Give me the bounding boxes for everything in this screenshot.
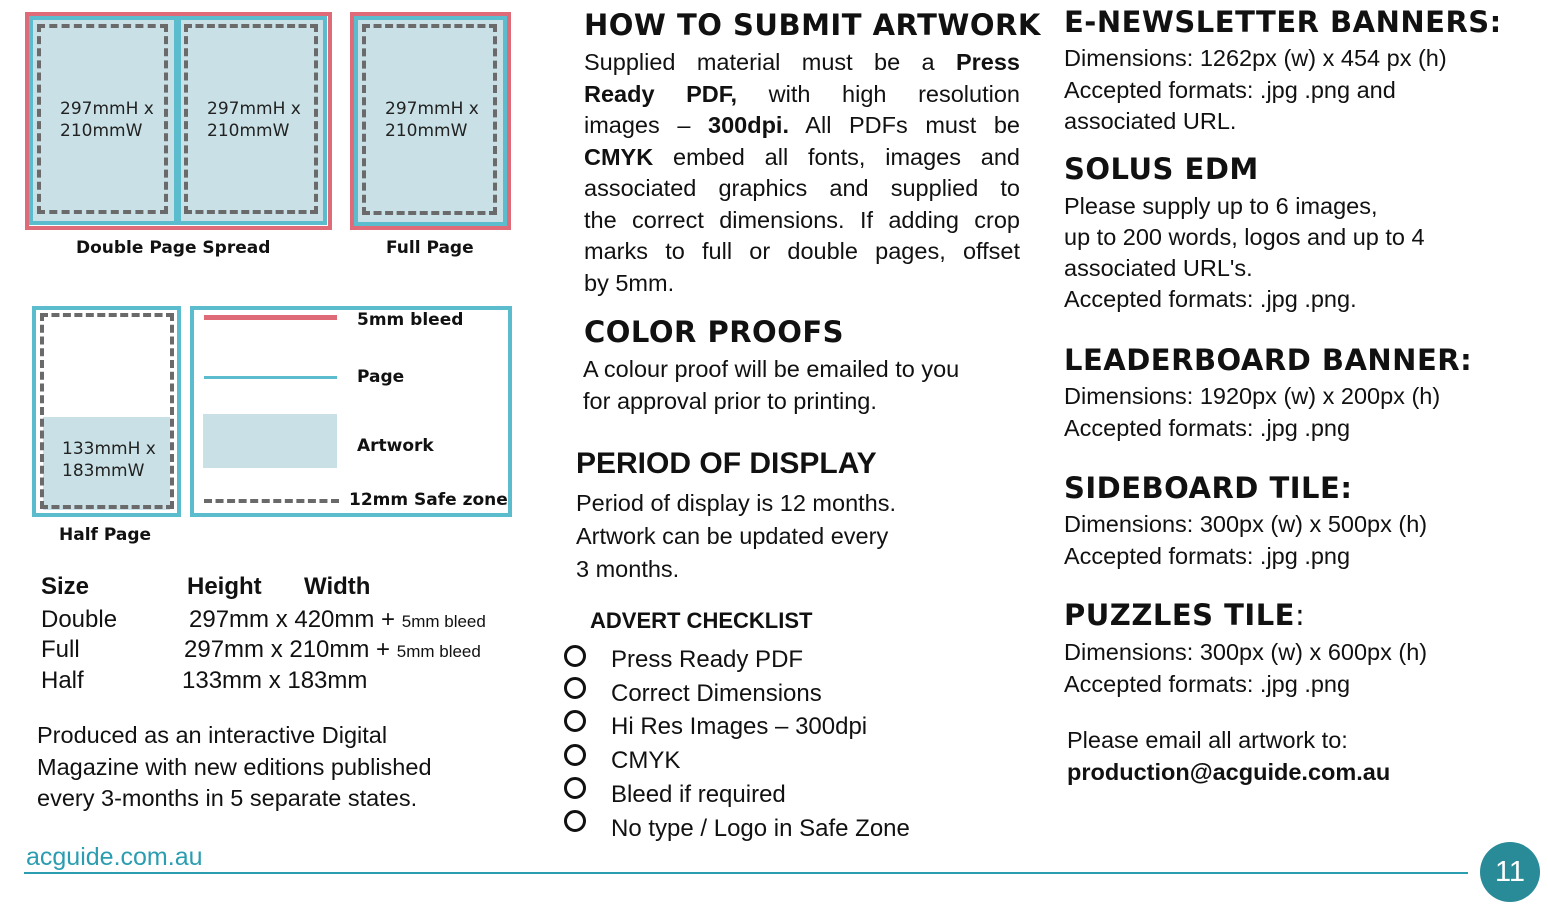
contact-email[interactable]: production@acguide.com.au <box>1067 758 1391 785</box>
size-table-header <box>41 573 89 601</box>
submit-heading: HOW TO SUBMIT ARTWORK <box>584 8 1041 42</box>
table-row-dims: 297mm x 210mm + 5mm bleed <box>184 636 481 663</box>
checkbox-circle[interactable] <box>564 744 586 766</box>
full-dim: 297mmH x 210mmW <box>385 99 479 141</box>
puzzles-paragraph: Dimensions: 300px (w) x 600px (h) Accepted formats: .jpg .png <box>1064 639 1428 697</box>
header-height: Height <box>187 573 262 600</box>
double-dim-right: 297mmH x 210mmW <box>207 99 301 141</box>
checkbox-circle[interactable] <box>564 645 586 667</box>
list-item: No type / Logo in Safe Zone <box>611 815 910 842</box>
sideboard-paragraph: Dimensions: 300px (w) x 500px (h) Accepted formats: .jpg .png <box>1064 511 1428 569</box>
proofs-heading: COLOR PROOFS <box>584 315 845 349</box>
full-caption: Full Page <box>386 238 474 258</box>
checkbox-circle[interactable] <box>564 777 586 799</box>
table-row-name: Full <box>41 636 80 663</box>
table-row-dims: 297mm x 420mm + 5mm bleed <box>189 606 486 633</box>
puzzles-heading: PUZZLES TILE: <box>1064 598 1306 632</box>
intro-paragraph: Produced as an interactive Digital Magazine with new editions published every 3-months in 5 separate states. <box>37 722 432 811</box>
legend-artwork-label: Artwork <box>357 436 434 456</box>
legend-artwork-swatch <box>203 414 337 468</box>
leaderboard-heading: LEADERBOARD BANNER: <box>1064 343 1473 377</box>
legend-frame <box>190 306 512 517</box>
list-item: CMYK <box>611 747 681 774</box>
legend-bleed-swatch <box>204 315 337 320</box>
proofs-paragraph: A colour proof will be emailed to you for approval prior to printing. <box>583 356 960 414</box>
leaderboard-paragraph: Dimensions: 1920px (w) x 200px (h) Accepted formats: .jpg .png <box>1064 383 1441 441</box>
legend-page-swatch <box>204 376 337 379</box>
header-width: Width <box>304 573 371 600</box>
half-dim: 133mmH x 183mmW <box>62 439 156 481</box>
enews-paragraph: Dimensions: 1262px (w) x 454 px (h) Accepted formats: .jpg .png and associated URL. <box>1064 45 1447 134</box>
list-item: Correct Dimensions <box>611 680 822 707</box>
double-caption: Double Page Spread <box>76 238 271 258</box>
header-size: Size <box>41 573 90 600</box>
table-row-name: Half <box>41 667 84 694</box>
checkbox-circle[interactable] <box>564 710 586 732</box>
list-item: Bleed if required <box>611 781 786 808</box>
submit-paragraph: Supplied material must be a Press Ready PDF, with high resolution images – 300dpi. All PDFs must be CMYK embed all fonts, images and associated graphics and supplied to the correct dimensions. If adding crop marks to full or double pages, offset by 5mm. <box>584 49 1020 296</box>
site-link[interactable]: acguide.com.au <box>26 843 203 871</box>
legend-safe-swatch <box>204 499 339 503</box>
solus-heading: SOLUS EDM <box>1064 152 1259 186</box>
contact-lead: Please email all artwork to: <box>1067 727 1348 753</box>
list-item: Hi Res Images – 300dpi <box>611 713 868 740</box>
legend-page-label: Page <box>357 367 405 387</box>
footer-divider <box>24 872 1468 874</box>
checkbox-circle[interactable] <box>564 677 586 699</box>
contact-block <box>1067 725 1390 788</box>
table-row-name: Double <box>41 606 118 633</box>
solus-paragraph: Please supply up to 6 images, up to 200 words, logos and up to 4 associated URL's. Accepted formats: .jpg .png. <box>1064 193 1425 312</box>
list-item: Press Ready PDF <box>611 646 804 673</box>
period-heading: PERIOD OF DISPLAY <box>576 447 877 480</box>
enews-heading: E-NEWSLETTER BANNERS: <box>1064 5 1502 39</box>
legend-safe-label: 12mm Safe zone <box>349 490 508 510</box>
table-row-dims: 133mm x 183mm <box>182 667 368 694</box>
double-dim-left: 297mmH x 210mmW <box>60 99 154 141</box>
page-number-badge: 11 <box>1480 842 1540 902</box>
legend-bleed-label: 5mm bleed <box>357 310 464 330</box>
period-paragraph: Period of display is 12 months. Artwork can be updated every 3 months. <box>576 490 897 582</box>
half-caption: Half Page <box>59 525 152 545</box>
checkbox-circle[interactable] <box>564 810 586 832</box>
sideboard-heading: SIDEBOARD TILE: <box>1064 471 1353 505</box>
checklist-heading: ADVERT CHECKLIST <box>590 608 813 633</box>
